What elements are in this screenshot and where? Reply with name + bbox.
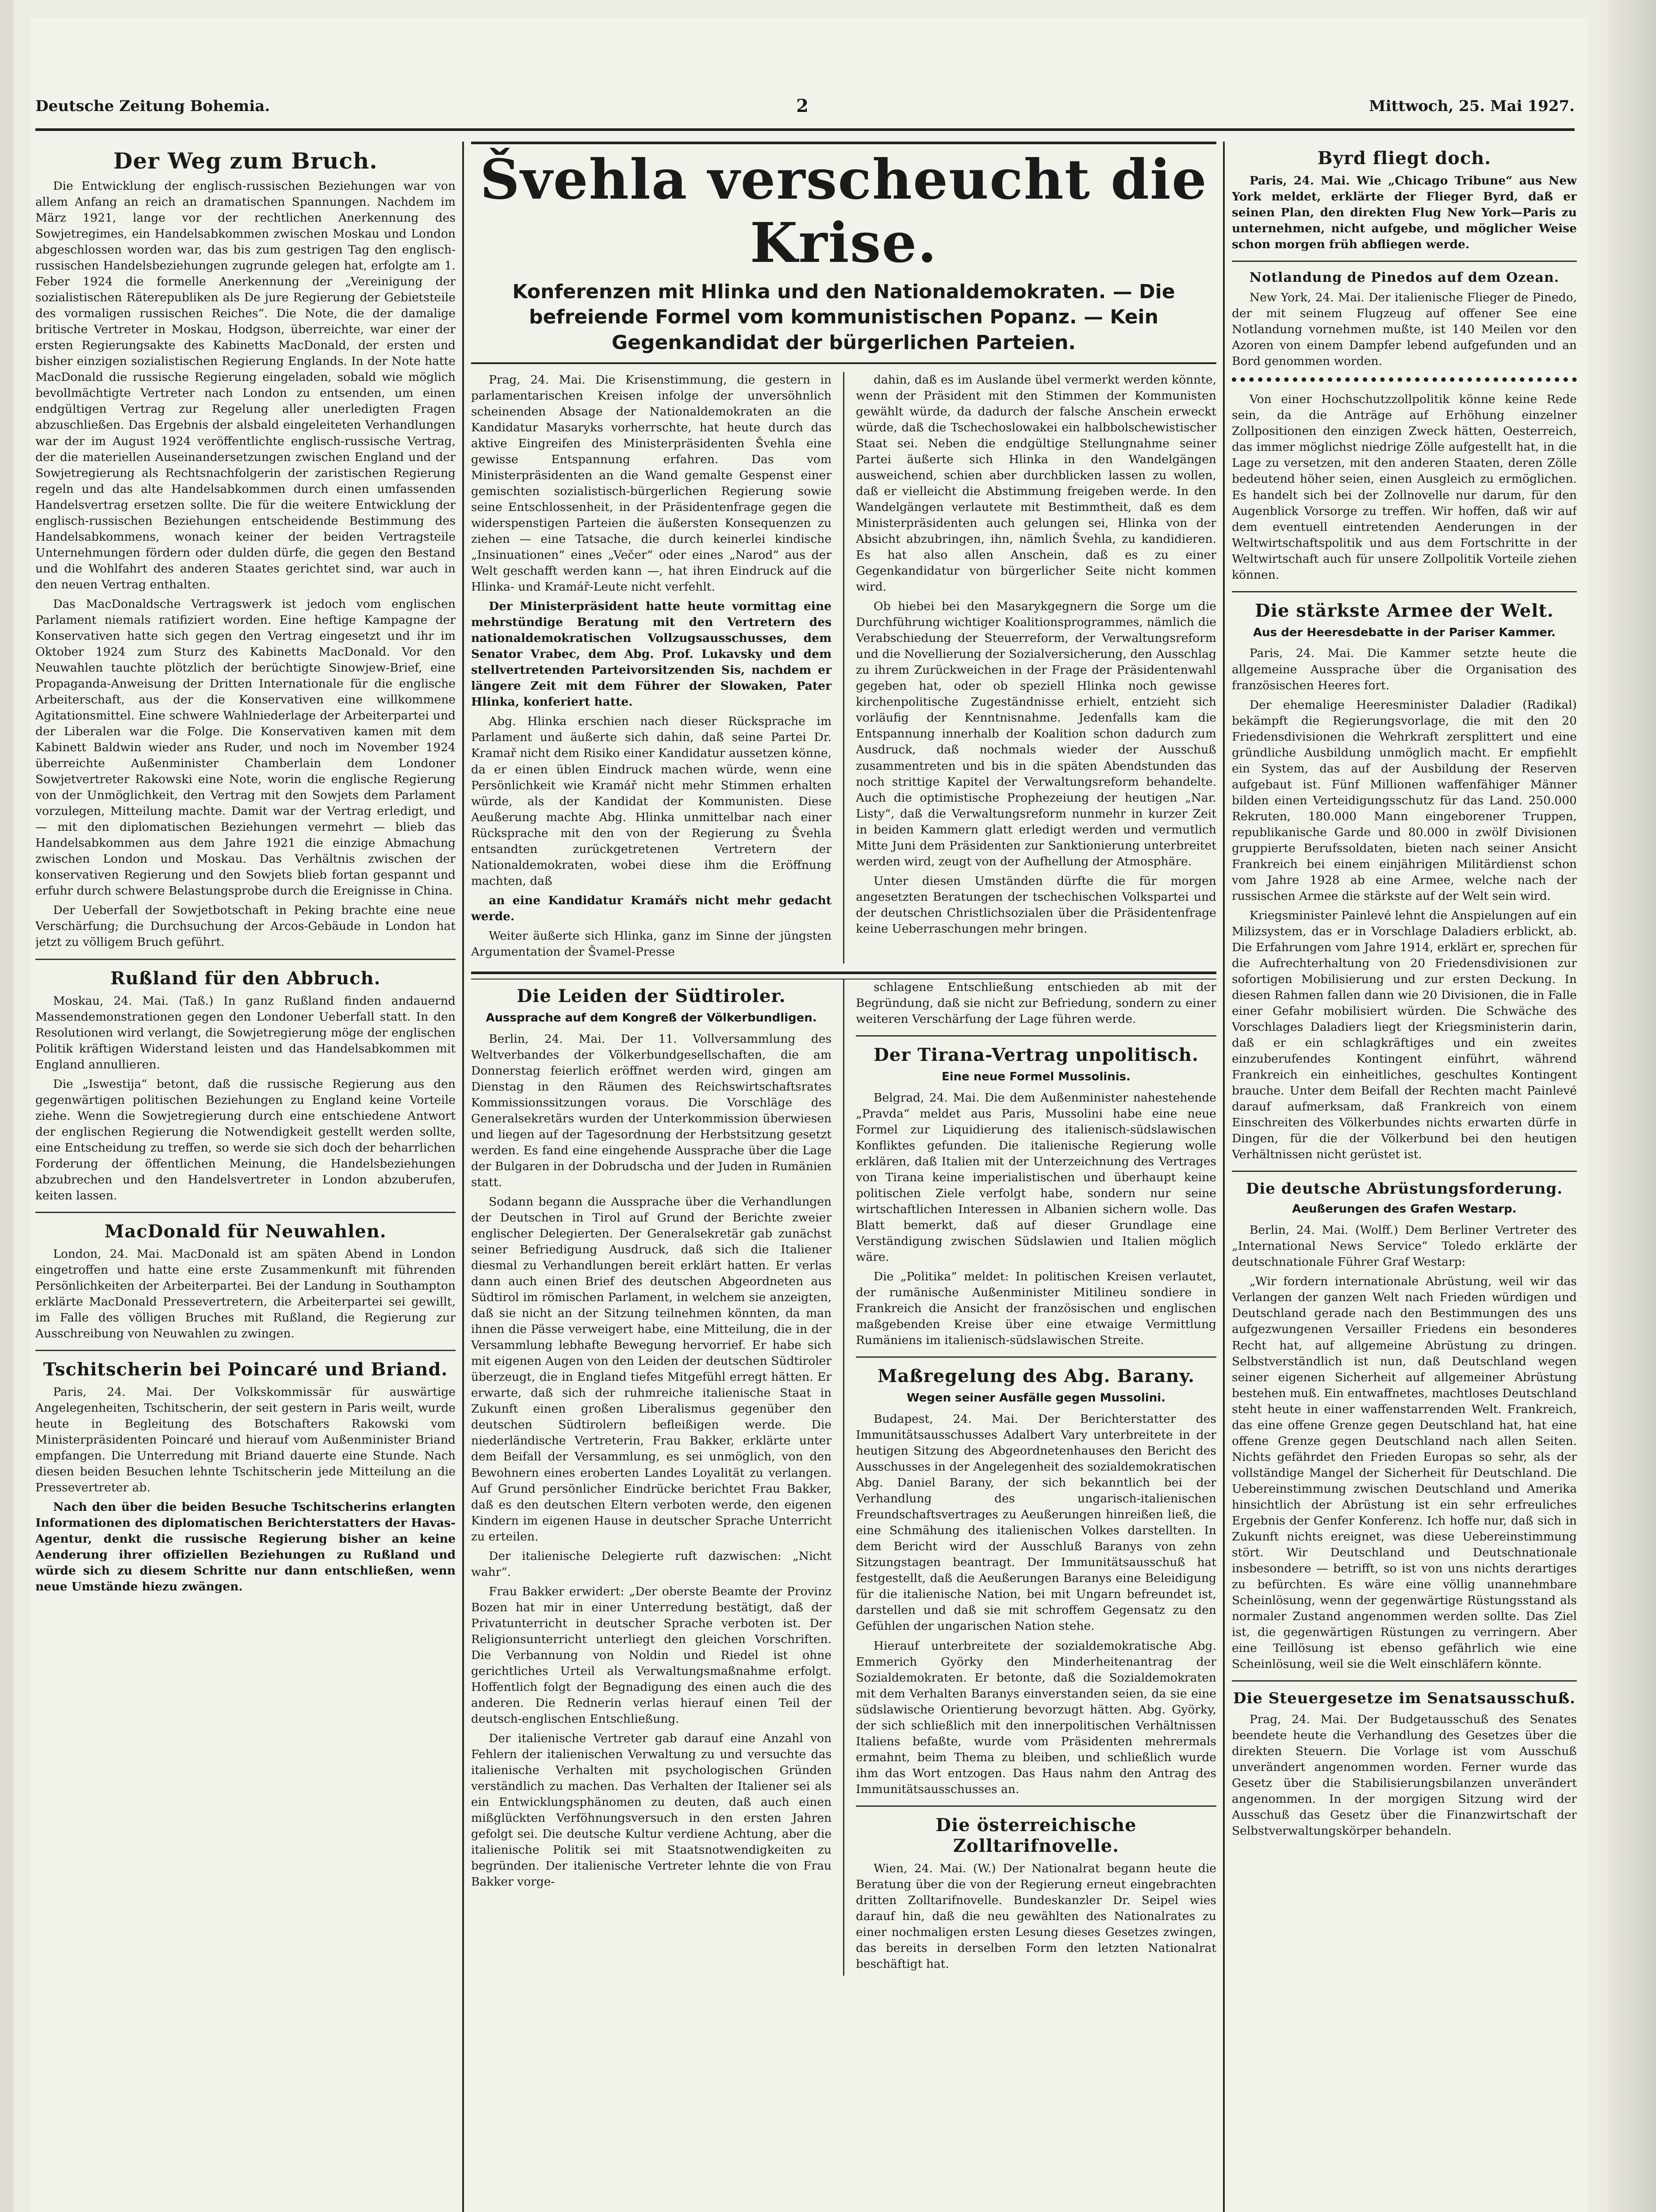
article-divider: [856, 1805, 1216, 1807]
article-subhead: Eine neue Formel Mussolinis.: [941, 1070, 1131, 1083]
article-paragraph: Von einer Hochschutzzollpolitik könne keine Rede sein, da die Anträge auf Erhöhung einzelner Zollpositionen den einzigen Zweck hätten, Oesterreich, das immer möglichst niedrige Zölle aufgestellt hat, in die Lage zu versetzen, mit den anderen Staaten, deren Zölle bedeutend höher seien, einen Ausgleich zu ermöglichen. Es handelt sich bei der Zollnovelle nur darum, für den Augenblick Vorsorge zu treffen. Wir hoffen, daß wir auf dem eventuell eintretenden Aenderungen in der Weltwirtschaftspolitik und aus dem Fortschritte in der Weltwirtschaft auch für unsere Zollpolitik Vorteile ziehen können.: [1232, 392, 1577, 582]
article-paragraph: Die Entwicklung der englisch-russischen Beziehungen war von allem Anfang an reich an dramatischen Spannungen. Nachdem im März 1921, lange vor der rechtlichen Anerkennung des Sowjetregimes, ein Handelsabkommen zwischen Moskau und London abgeschlossen worden war, das bis zum gestrigen Tag den englisch-russischen Handelsbeziehungen zugrunde gelegen hat, erfolgte am 1. Feber 1924 die formelle Anerkennung der „Vereinigung der sozialistischen Räterepubliken als De jure Regierung der Gebietsteile des vormaligen russischen Reiches“. Die Note, die der damalige britische Vertreter in Moskau, Hodgson, überreichte, war einer der ersten Regierungsakte des Kabinetts MacDonald, der ersten und bisher einzigen sozialistischen Regierung Englands. In der Note hatte MacDonald die russische Regierung eingeladen, sobald wie möglich bevollmächtigte Vertreter nach London zu entsenden, um einen endgültigen Vertrag zur Regelung aller unerledigten Fragen abzuschließen. Das Ergebnis der alsbald eingeleiteten Verhandlungen war der im August 1924 veröffentlichte englisch-russische Vertrag, der die materiellen Auseinandersetzungen zwischen England und der Sowjetregierung als Rechtsnachfolgerin der zaristischen Regierung regeln und das alte Handelsabkommen durch einen umfassenden Handelsvertrag ersetzen sollte. Die für die weitere Entwicklung der englisch-russischen Beziehungen entscheidende Bestimmung des Handelsabkommens, wonach keiner der beiden Vertragsteile Unternehmungen fördern oder dulden dürfe, die gegen den Bestand und die Wohlfahrt des anderen Staates gerichtet sind, war auch in den neuen Vertrag enthalten.: [35, 179, 456, 591]
article-paragraph: Paris, 24. Mai. Die Kammer setzte heute die allgemeine Aussprache über die Organisation des französischen Heeres fort.: [1232, 646, 1577, 692]
article-divider: [1232, 261, 1577, 262]
scan-edge: [1607, 0, 1656, 2212]
article-title: Rußland für den Abbruch.: [110, 968, 381, 989]
lower-left: [471, 979, 832, 1976]
issue-date: Mittwoch, 25. Mai 1927.: [1369, 97, 1575, 115]
article-paragraph: Abg. Hlinka erschien nach dieser Rücksprache im Parlament und äußerte sich dahin, daß seine Partei Dr. Kramař nicht dem Risiko einer Kandidatur aussetzen könne, da er einen üblen Eindruck machen würde, wenn eine Persönlichkeit wie Kramář nicht mehr Stimmen erhalten würde, als der Kandidat der Kommunisten. Diese Aeußerung machte Abg. Hlinka unmittelbar nach einer Rücksprache mit den von der Regierung zu Švehla entsandten zurückgetretenen Vertretern der Nationaldemokraten, wobei diese ihm die Eröffnung machten, daß: [471, 714, 832, 888]
column-rule: [843, 979, 844, 1976]
lower-right: [856, 979, 1216, 1976]
column-rule: [843, 372, 844, 964]
article-paragraph: London, 24. Mai. MacDonald ist am späten Abend in London eingetroffen und hatte eine erste Zusammenkunft mit führenden Persönlichkeiten der Arbeiterpartei. Bei der Landung in Southampton erklärte MacDonald Pressevertretern, die Arbeiterpartei sei gewillt, im Falle des völligen Bruches mit Rußland, die Regierung zur Ausschreibung von Neuwahlen zu zwingen.: [35, 1247, 456, 1341]
article-paragraph: Weiter äußerte sich Hlinka, ganz im Sinne der jüngsten Argumentation der Švamel-Presse: [471, 929, 832, 959]
lead-article-right: [856, 372, 1216, 964]
article-title: Die Steuergesetze im Senatsausschuß.: [1233, 1690, 1576, 1708]
article-divider: [35, 1350, 456, 1351]
article-paragraph: „Wir fordern internationale Abrüstung, weil wir das Verlangen der ganzen Welt nach Frieden würdigen und Deutschland gerade nach den Bestimmungen des uns aufgezwungenen Versailler Friedens ein besonderes Recht hat, auf allgemeine Abrüstung zu dringen. Selbstverständlich ist nun, daß Deutschland wegen seiner eigenen Sicherheit auf allgemeiner Abrüstung bestehen muß. Ein entwaffnetes, machtloses Deutschland steht heute in einer waffenstarrenden Welt. Frankreich, das eine offene Grenze gegen Deutschland hat, hat eine offene Grenze gegen Deutschland nach allen Seiten. Nichts gefährdet den Frieden Europas so sehr, als der vollständige Mangel der Sicherheit für Deutschland. Die Uebereinstimmung zwischen Deutschland und Amerika hinsichtlich der Abrüstung ist ein sehr erfreuliches Ergebnis der Genfer Konferenz. Ich hoffe nur, daß sich in Zukunft nichts ereignet, was diese Uebereinstimmung stört. Wir Deutschland und Deutschnationale insbesondere — betrifft, so ist von uns nichts derartiges zu befürchten. Es wäre eine völlig unannehmbare Scheinlösung, wenn der gegenwärtige Rüstungsstand als normaler Zustand angenommen werden sollte. Das Ziel ist, die gegenwärtigen Rüstungen zu verringern. Aber eine Teillösung ist ebenso gefährlich wie eine Scheinlösung, weil sie die Welt einschläfern könnte.: [1232, 1275, 1577, 1671]
article-divider: [35, 959, 456, 960]
section-divider: [471, 972, 1216, 979]
article-title: Der Weg zum Bruch.: [113, 148, 378, 174]
article-paragraph: Der Ueberfall der Sowjetbotschaft in Peking brachte eine neue Verschärfung; die Durchsuchung der Arcos-Gebäude in London hat jetzt zu völligem Bruch geführt.: [35, 903, 456, 949]
lower-articles: [471, 979, 1216, 1976]
article-divider: [35, 1212, 456, 1213]
article-subhead: Aussprache auf dem Kongreß der Völkerbundligen.: [486, 1011, 817, 1025]
article-title: Die stärkste Armee der Welt.: [1255, 600, 1554, 621]
article-paragraph: Unter diesen Umständen dürfte die für morgen angesetzten Beratungen der tschechischen Volkspartei und der deutschen Christlichsozialen über die Präsidentenfrage keine Ueberraschungen mehr bringen.: [856, 874, 1216, 936]
article-paragraph: Moskau, 24. Mai. (Taß.) In ganz Rußland finden andauernd Massendemonstrationen gegen den Londoner Ueberfall statt. In den Resolutionen wird verlangt, die Sowjetregierung möge der englischen Politik kräftigen Widerstand leisten und das Handelsabkommen mit England annullieren.: [35, 994, 456, 1071]
article-paragraph: Das MacDonaldsche Vertragswerk ist jedoch vom englischen Parlament niemals ratifiziert worden. Eine heftige Kampagne der Konservativen hatte sich gegen den Vertrag eingesetzt und ihr im Oktober 1924 zum Sturz des Kabinetts MacDonald. Vor den Neuwahlen tauchte plötzlich der berüchtigte Sinowjew-Brief, eine Propaganda-Anweisung der Dritten Internationale für die englische Arbeiterschaft, aus der die Konservativen eine willkommene Agitationsmittel. Eine schwere Wahlniederlage der Arbeiterpartei und der Liberalen war die Folge. Die Konservativen kamen mit dem Kabinett Baldwin wieder ans Ruder, und noch im November 1924 überreichte Außenminister Chamberlain dem Londoner Sowjetvertreter Rakowski eine Note, worin die englische Regierung von der Unmöglichkeit, den Vertrag mit den Sowjets dem Parlament vorzulegen, Mitteilung machte. Damit war der Vertrag erledigt, und — mit den diplomatischen Beziehungen vermehrt — blieb das Handelsabkommen aus dem Jahre 1921 die einzige Abmachung zwischen London und Moskau. Das Verhältnis zwischen der konservativen Regierung und den Sowjets blieb fortan gespannt und erfuhr durch schwere Belastungsprobe durch die Ereignisse in China.: [35, 597, 456, 898]
article-paragraph: New York, 24. Mai. Der italienische Flieger de Pinedo, der mit seinem Flugzeug auf offener See eine Notlandung vornehmen mußte, ist 140 Meilen vor den Azoren von einem Dampfer lebend aufgefunden und an Bord genommen worden.: [1232, 291, 1577, 369]
article-divider: [856, 1035, 1216, 1037]
article-paragraph: Der italienische Vertreter gab darauf eine Anzahl von Fehlern der italienischen Verwaltung zu und versuchte das italienische Verhalten mit psychologischen Gründen verständlich zu machen. Das Verhalten der Italiener sei als ein Entwicklungsphänomen zu deuten, daß auch einen mißglückten Verföhnungsversuch in den ersten Jahren gefolgt sei. Die deutsche Kultur verdiene Achtung, aber die italienische Politik sei mit Staatsnotwendigkeiten zu begründen. Der italienische Vertreter lehnte die von Frau Bakker vorge-: [471, 1732, 832, 1889]
article-paragraph: Prag, 24. Mai. Der Budgetausschuß des Senates beendete heute die Verhandlung des Gesetzes über die direkten Steuern. Die Vorlage ist vom Ausschuß unverändert angenommen worden. Ferner wurde das Gesetz über die Stabilisierungsbilanzen unverändert angenommen. In der morgigen Sitzung wird der Ausschuß das Gesetz über die Finanzwirtschaft der Selbstverwaltungskörper behandeln.: [1232, 1713, 1577, 1838]
article-divider: [1232, 1171, 1577, 1172]
article-title: MacDonald für Neuwahlen.: [104, 1221, 387, 1242]
article-paragraph: Budapest, 24. Mai. Der Berichterstatter des Immunitätsausschusses Adalbert Vary unterbreitete in der heutigen Sitzung des Abgeordnetenhauses den Bericht des Ausschusses in der Angelegenheit des sozialdemokratischen Abg. Daniel Barany, der sich bekanntlich bei der Verhandlung des ungarisch-italienischen Freundschaftsvertrages zu Aeußerungen hinreißen ließ, die eine Schmähung des italienischen Volkes darstellten. In dem Bericht wird der Ausschluß Baranys von zehn Sitzungstagen beantragt. Der Immunitätsausschuß hat festgestellt, daß die Aeußerungen Baranys eine Beleidigung für die italienische Nation, bei mit Ungarn befreundet ist, darstellen und daß sie mit schroffem Gegensatz zu den Gefühlen der ungarischen Nation stehe.: [856, 1412, 1216, 1633]
main-deck: Konferenzen mit Hlinka und den Nationaldemokraten. — Die befreiende Formel vom kommunistischen Popanz. — Kein Gegenkandidat der bürgerlichen Parteien.: [512, 280, 1175, 354]
article-paragraph: Die „Politika“ meldet: In politischen Kreisen verlautet, der rumänische Außenminister Mitilineu sondiere in Frankreich die Ansicht der französischen und englischen maßgebenden Kreise über eine etwaige Vermittlung Rumäniens im italienisch-südslawischen Streite.: [856, 1270, 1216, 1348]
article-paragraph: Berlin, 24. Mai. Der 11. Vollversammlung des Weltverbandes der Völkerbundgesellschaften, die am Donnerstag feierlich eröffnet werden wird, gingen am Dienstag in den Räumen des Reichswirtschaftsrates Kommissionssitzungen voraus. Die Vorschläge des Generalsekretärs wurden der Unterkommission überwiesen und liegen auf der Tagesordnung der Herbstsitzung gesetzt werden. Es fand eine eingehende Aussprache über die Lage der Bulgaren in der Dobrudscha und der Juden in Rumänien statt.: [471, 1032, 832, 1189]
article-paragraph: an eine Kandidatur Kramářs nicht mehr gedacht werde.: [471, 893, 832, 923]
article-divider: [1232, 591, 1577, 592]
column-rule: [462, 142, 464, 2212]
article-paragraph: Berlin, 24. Mai. (Wolff.) Dem Berliner Vertreter des „International News Service“ Toledo erklärte der deutschnationale Führer Graf Westarp:: [1232, 1223, 1577, 1269]
column-left: [35, 142, 456, 2212]
article-paragraph: Der italienische Delegierte ruft dazwischen: „Nicht wahr“.: [471, 1549, 832, 1579]
column-center: [471, 142, 1216, 2212]
article-paragraph: Prag, 24. Mai. Die Krisenstimmung, die gestern in parlamentarischen Kreisen infolge der unversöhnlich scheinenden Absage der Nationaldemokraten an die Kandidatur Masaryks vorherrschte, hat heute durch das aktive Eingreifen des Ministerpräsidenten Švehla eine gewisse Entspannung erfahren. Das vom Ministerpräsidenten an die Wand gemalte Gespenst einer gemischten sozialistisch-bürgerlichen Regierung sowie seine Entschlossenheit, in der Präsidentenfrage gegen die widerspenstigen Parteien die äußersten Konsequenzen zu ziehen — eine Tatsache, die durch keinerlei kindische „Insinuationen“ eines „Večer“ oder eines „Narod“ aus der Welt geschafft werden kann —, hat ihren Eindruck auf die Hlinka- und Kramář-Leute nicht verfehlt.: [471, 373, 832, 594]
lead-article: [471, 372, 1216, 964]
article-paragraph: Sodann begann die Aussprache über die Verhandlungen der Deutschen in Tirol auf Grund der Berichte zweier englischer Delegierten. Der Generalsekretär gab zunächst seiner Befriedigung Ausdruck, daß sich die Italiener diesmal zu Verhandlungen bereit erklärt hatten. Er verlas dann auch einen Brief des deutschen Abgeordneten aus Südtirol im römischen Parlament, in welchem sie anzeigten, daß sie nicht an der Sitzung teilnehmen könnten, da man ihnen die Pässe verweigert habe, eine Mitteilung, die in der Versammlung lebhafte Bewegung hervorrief. Er habe sich mit eigenen Augen von den Leiden der deutschen Südtiroler überzeugt, die in England tiefes Mitgefühl erregt hätten. Er erwarte, daß sich der ruhmreiche italienische Staat in Zukunft einen großen Liberalismus gegenüber den deutschen Südtirolern befleißigen werde. Die niederländische Vertreterin, Frau Bakker, erklärte unter dem Beifall der Versammlung, es sei unmöglich, von den Bewohnern eines eroberten Landes Loyalität zu verlangen. Auf Grund persönlicher Eindrücke berichtet Frau Bakker, daß es den deutschen Eltern verboten werde, den eigenen Kindern im eigenen Hause in deutscher Sprache Unterricht zu erteilen.: [471, 1194, 832, 1544]
article-paragraph: Belgrad, 24. Mai. Die dem Außenminister nahestehende „Pravda“ meldet aus Paris, Mussolini habe eine neue Formel zur Liquidierung des italienisch-südslawischen Konfliktes gefunden. Die italienische Regierung wolle erklären, daß Italien mit der Unterzeichnung des Vertrages von Tirana keine imperialistischen und überhaupt keine politischen Ziele verfolgt habe, sondern nur seine wirtschaftlichen Interessen in Albanien sichern wolle. Das Blatt bemerkt, daß auf dieser Grundlage eine Verständigung zwischen Südslawien und Italien möglich wäre.: [856, 1091, 1216, 1264]
scan-shadow: [0, 0, 13, 2212]
page-header: [35, 88, 1575, 128]
article-subhead: Aus der Heeresdebatte in der Pariser Kammer.: [1253, 626, 1556, 639]
article-title: Die deutsche Abrüstungsforderung.: [1246, 1180, 1563, 1198]
article-paragraph: Hierauf unterbreitete der sozialdemokratische Abg. Emmerich Györky den Minderheitenantrag der Sozialdemokraten. Er betonte, daß die Sozialdemokraten mit dem Verhalten Baranys einverstanden seien, da sie eine südslawische Orientierung bevorzugt hätten. Abg. Györky, der sich schließlich mit den innerpolitischen Verhältnissen Italiens befaßte, wurde vom Präsidenten mehrermals ermahnt, beim Thema zu bleiben, und schließlich wurde ihm das Wort entzogen. Das Haus nahm den Antrag des Immunitätsausschusses an.: [856, 1639, 1216, 1796]
main-headline-box: [471, 142, 1216, 364]
article-title: Der Tirana-Vertrag unpolitisch.: [874, 1044, 1199, 1065]
article-paragraph: Der Ministerpräsident hatte heute vormittag eine mehrstündige Beratung mit den Vertretern des nationaldemokratischen Vollzugsausschusses, dem Senator Vrabec, dem Abg. Prof. Lukavsky und dem stellvertretenden Parteivorsitzenden Sis, nachdem er längere Zeit mit dem Führer der Slowaken, Pater Hlinka, konferiert hatte.: [471, 599, 832, 709]
article-divider: [856, 1356, 1216, 1358]
newspaper-name: Deutsche Zeitung Bohemia.: [35, 97, 270, 115]
article-paragraph: Frau Bakker erwidert: „Der oberste Beamte der Provinz Bozen hat mir in einer Unterredung bestätigt, daß der Privatunterricht in deutscher Sprache verboten ist. Der Religionsunterricht unterliegt den gleichen Vorschriften. Die Verbannung von Noldin und Riedel ist ohne gerichtliches Urteil als Verwaltungsmaßnahme erfolgt. Hoffentlich folgt der Begnadigung des einen auch die des anderen. Die Rednerin verlas hierauf einen Teil der deutsch-englischen Entschließung.: [471, 1584, 832, 1726]
header-rule: [35, 128, 1575, 131]
article-subhead: Wegen seiner Ausfälle gegen Mussolini.: [906, 1391, 1166, 1405]
page-number: 2: [796, 96, 809, 116]
article-paragraph: Nach den über die beiden Besuche Tschitscherins erlangten Informationen des diplomatischen Berichterstatters der Havas-Agentur, denkt die russische Regierung bisher an keine Aenderung ihrer offiziellen Beziehungen zu Rußland und würde sich zu diesem Schritte nur dann entschließen, wenn neue Umstände hiezu zwängen.: [35, 1500, 456, 1594]
lead-article-left: [471, 372, 832, 964]
article-title: Byrd fliegt doch.: [1317, 148, 1491, 169]
article-paragraph: Die „Iswestija“ betont, daß die russische Regierung aus den gegenwärtigen politischen Beziehungen zu England keine Vorteile ziehe. Wenn die Sowjetregierung durch eine entschiedene Antwort der englischen Regierung die Notwendigkeit gestellt werden sollte, eine Entscheidung zu treffen, so werde sie sich doch der beharrlichen Forderung der öffentlichen Meinung, die Handelsbeziehungen abzubrechen und den Handelsvertreter in London abzuberufen, keiten lassen.: [35, 1077, 456, 1202]
article-paragraph: Der ehemalige Heeresminister Daladier (Radikal) bekämpft die Regierungsvorlage, die mit den 20 Friedensdivisionen die Wehrkraft zersplittert und eine gründliche Ausbildung unmöglich macht. Er empfiehlt ein System, das auf der Ausbildung der Reserven aufgebaut ist. Fünf Millionen waffenfähiger Männer bilden einen Verteidigungsschutz für das Land. 250.000 Rekruten, 180.000 Mann eingeborener Truppen, republikanische Garde und 80.000 in zwölf Divisionen gruppierte Berufssoldaten, bieten nach seiner Ansicht Frankreich bei einem einjährigen Militärdienst schon vom Jahre 1928 ab eine Armee, welche nach der russischen Armee die stärkste auf der Welt sein wird.: [1232, 698, 1577, 903]
article-title: Tschitscherin bei Poincaré und Briand.: [43, 1359, 448, 1380]
article-paragraph: Ob hiebei bei den Masarykgegnern die Sorge um die Durchführung wichtiger Koalitionsprogrammes, nämlich die Verabschiedung der Steuerreform, der Verwaltungsreform und die Novellierung der Sozialversicherung, den Ausschlag zu ihrem Zurückweichen in der Frage der Präsidentenwahl gegeben hat, oder ob speziell Hlinka noch gewisse kirchenpolitische Zugeständnisse erhielt, entzieht sich vorläufig der Kenntnisnahme. Jedenfalls kam die Entspannung innerhalb der Koalition schon dadurch zum Ausdruck, daß nochmals wieder der Ausschuß zusammentreten und bis in die späten Abendstunden das noch strittige Kapitel der Verwaltungsreform behandelte. Auch die optimistische Prophezeiung der heutigen „Nar. Listy“, daß die Verwaltungsreform nunmehr in kurzer Zeit in beiden Kammern glatt erledigt werden und vermutlich Mitte Juni dem Präsidenten zur Sanktionierung unterbreitet werden wird, zeugt von der Aufhellung der Atmosphäre.: [856, 599, 1216, 868]
dotted-divider: [1232, 377, 1577, 382]
article-paragraph: Paris, 24. Mai. Wie „Chicago Tribune“ aus New York meldet, erklärte der Flieger Byrd, daß er seinen Plan, den direkten Flug New York—Paris zu unternehmen, nicht aufgebe, und möglicher Weise schon morgen früh abfliegen werde.: [1232, 174, 1577, 252]
article-paragraph: Wien, 24. Mai. (W.) Der Nationalrat begann heute die Beratung über die von der Regierung erneut eingebrachten dritten Zolltarifnovelle. Bundeskanzler Dr. Seipel wies darauf hin, daß die neu gewählten des Nationalrates zu einer nochmaligen ersten Lesung dieses Gesetzes zwingen, das bereits in derselben Form den letzten Nationalrat beschäftigt hat.: [856, 1861, 1216, 1971]
article-paragraph: Paris, 24. Mai. Der Volkskommissär für auswärtige Angelegenheiten, Tschitscherin, der seit gestern in Paris weilt, wurde heute in Begleitung des Botschafters Rakowski vom Ministerpräsidenten Poincaré und hierauf vom Außenminister Briand empfangen. Die Unterredung mit Briand dauerte eine Stunde. Nach diesen beiden Besuchen lehnte Tschitscherin jede Mitteilung an die Pressevertreter ab.: [35, 1385, 456, 1495]
article-divider: [1232, 1680, 1577, 1682]
article-subhead: Aeußerungen des Grafen Westarp.: [1292, 1202, 1517, 1216]
article-title: Maßregelung des Abg. Barany.: [878, 1366, 1195, 1387]
main-headline: Švehla verscheucht die Krise.: [480, 148, 1208, 275]
article-paragraph: dahin, daß es im Auslande übel vermerkt werden könnte, wenn der Präsident mit den Stimmen der Kommunisten gewählt würde, da dadurch der falsche Anschein erweckt würde, daß die Tschechoslowakei ein halbbolschewistischer Staat sei. Neben die endgültige Stellungnahme seiner Partei äußerte sich Hlinka in den Wandelgängen ausweichend, schien aber durchblicken lassen zu wollen, daß er vielleicht die Abstimmung freigeben werde. In den Wandelgängen verlautete mit Bestimmtheit, daß es dem Ministerpräsidenten auch gelungen sei, Hlinka von der Absicht abzubringen, ihn, nämlich Švehla, zu kandidieren. Es hat also allen Anschein, daß es zu einer Gegenkandidatur von bürgerlicher Seite nicht kommen wird.: [856, 373, 1216, 594]
article-title: Die Leiden der Südtiroler.: [517, 985, 786, 1006]
column-right: [1232, 142, 1577, 2212]
column-rule: [1223, 142, 1225, 2212]
article-title: Die österreichische Zolltarifnovelle.: [935, 1814, 1137, 1856]
article-paragraph: Kriegsminister Painlevé lehnt die Anspielungen auf ein Milizsystem, das er in Vorschlage Daladiers erblickt, ab. Die Erfahrungen vom Jahre 1914, erklärt er, sprechen für die Aufrechterhaltung von 20 Friedensdivisionen zur sofortigen Mobilisierung und zur ersten Deckung. In diesen Rahmen fallen dann wie 20 Divisionen, die in Falle einer Gefahr mobilisiert würden. Die Schwäche des Vorschlages Daladiers liegt der Kriegsministerin darin, daß er ein schlagkräftiges und ein zweites einzuberufendes Kontingent einführt, während Frankreich ein einheitliches, geschultes Kontingent brauche. Unter dem Beifall der Rechten macht Painlevé darauf aufmerksam, daß Frankreich von einem Einschreiten des Völkerbundes nichts erwarten dürfe in Dingen, für die der Völkerbund bei den heutigen Verhältnissen nicht gerüstet ist.: [1232, 908, 1577, 1162]
article-title: Notlandung de Pinedos auf dem Ozean.: [1249, 270, 1560, 286]
article-paragraph: schlagene Entschließung entschieden ab mit der Begründung, daß sie nicht zur Befriedung, sondern zu einer weiteren Verschärfung der Lage führen werde.: [856, 980, 1216, 1026]
